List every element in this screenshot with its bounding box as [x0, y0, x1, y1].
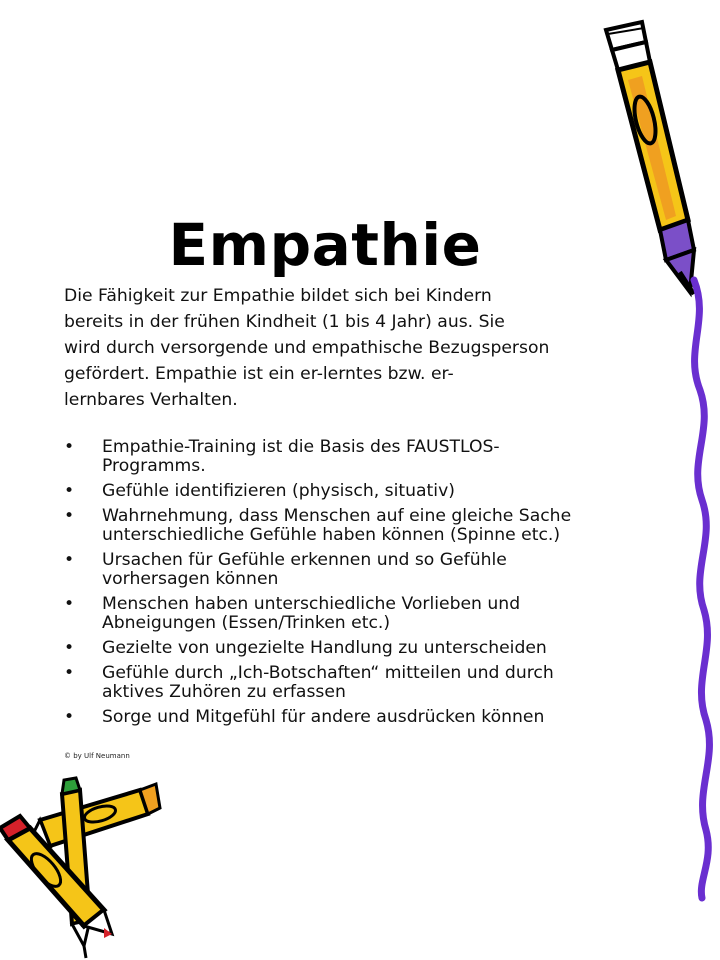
intro-line: Die Fähigkeit zur Empathie bildet sich bei Kindern [64, 286, 492, 306]
list-item-line: Abneigungen (Essen/Trinken etc.) [102, 613, 391, 633]
list-item-line: aktives Zuhören zu erfassen [102, 682, 346, 702]
list-item-line: Gefühle durch „Ich-Botschaften“ mitteilen und durch [102, 663, 554, 683]
list-item-line: Wahrnehmung, dass Menschen auf eine gleiche Sache [102, 506, 572, 526]
intro-line: gefördert. Empathie ist ein er-lerntes bzw. er- [64, 364, 454, 384]
list-item [64, 595, 644, 633]
pencil-clipart-top-right-icon [590, 10, 710, 300]
intro-paragraph [64, 283, 624, 413]
squiggle-line-decoration-icon [680, 280, 720, 900]
list-item-line: unterschiedliche Gefühle haben können (Spinne etc.) [102, 525, 561, 545]
intro-line: bereits in der frühen Kindheit (1 bis 4 Jahr) aus. Sie [64, 312, 505, 332]
bullet-icon: • [64, 506, 75, 526]
list-item-line: Empathie-Training ist die Basis des FAUSTLOS- [102, 437, 500, 457]
list-item-line: Gezielte von ungezielte Handlung zu unterscheiden [102, 638, 547, 658]
crossed-pencils-clipart-icon [0, 770, 160, 960]
list-item-line: Menschen haben unterschiedliche Vorlieben und [102, 594, 521, 614]
bullet-icon: • [64, 437, 75, 457]
copyright-note: © by Ulf Neumann [64, 752, 130, 760]
list-item [64, 507, 644, 545]
list-item [64, 482, 644, 501]
bullet-icon: • [64, 638, 75, 658]
bullet-icon: • [64, 707, 75, 727]
intro-line: lernbares Verhalten. [64, 390, 238, 410]
list-item-line: vorhersagen können [102, 569, 279, 589]
list-item-line: Sorge und Mitgefühl für andere ausdrücken können [102, 707, 545, 727]
list-item [64, 639, 644, 658]
bullet-icon: • [64, 663, 75, 683]
list-item [64, 551, 644, 589]
bullet-list [64, 438, 644, 733]
list-item-line: Gefühle identifizieren (physisch, situativ) [102, 481, 455, 501]
list-item [64, 708, 644, 727]
list-item-line: Ursachen für Gefühle erkennen und so Gefühle [102, 550, 507, 570]
page-title: Empathie [168, 210, 482, 279]
intro-line: wird durch versorgende und empathische Bezugsperson [64, 338, 550, 358]
list-item-line: Programms. [102, 456, 206, 476]
list-item [64, 438, 644, 476]
bullet-icon: • [64, 594, 75, 614]
list-item [64, 664, 644, 702]
bullet-icon: • [64, 481, 75, 501]
bullet-icon: • [64, 550, 75, 570]
